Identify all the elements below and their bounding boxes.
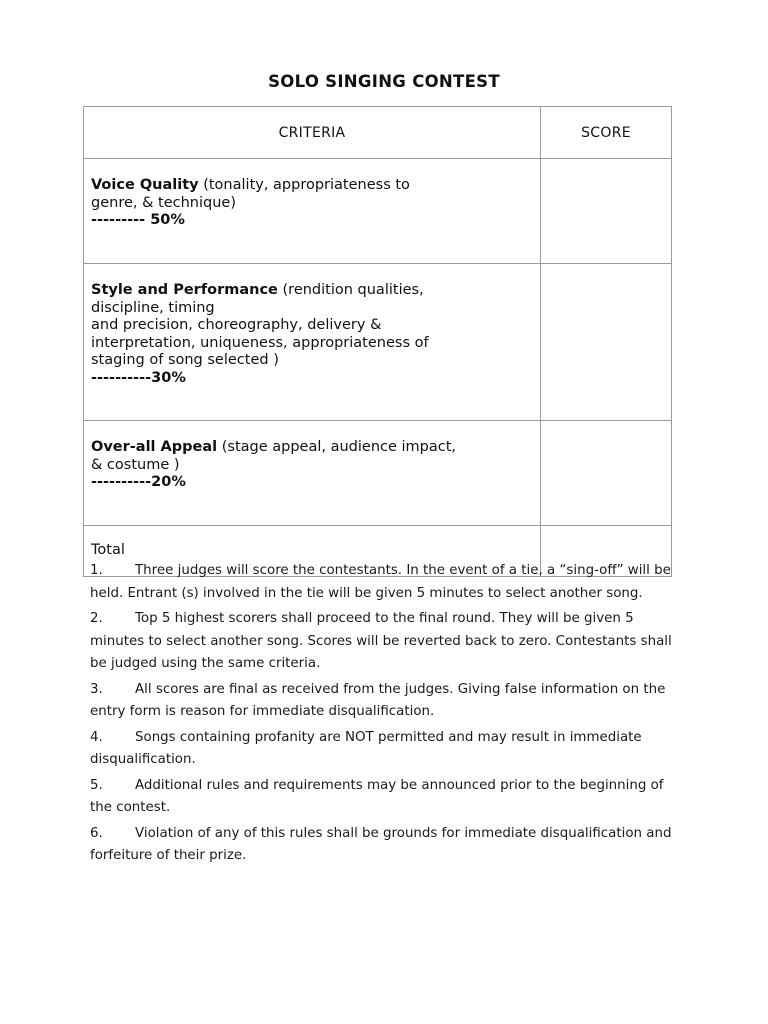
criteria-weight: ----------20% [91,474,186,490]
criteria-description: interpretation, uniqueness, appropriateness of [91,334,429,351]
criteria-name: Style and Performance [91,282,278,298]
list-item [90,823,680,868]
table-header-row [84,107,672,159]
criteria-cell-style-performance [84,264,541,421]
score-cell-overall-appeal[interactable] [541,421,672,526]
criteria-header: CRITERIA [84,107,541,159]
list-item [90,560,680,605]
criteria-description: discipline, timing [91,299,215,316]
rule-text: Violation of any of this rules shall be grounds for immediate disqualification and forfeiture of their prize. [90,825,672,863]
rule-text: Three judges will score the contestants. In the event of a tie, a “sing-off” will be held. Entrant (s) involved in the tie will be given 5 minutes to select another song. [90,563,671,601]
page-title: SOLO SINGING CONTEST [268,72,500,91]
criteria-name: Voice Quality [91,177,199,193]
criteria-description: (rendition qualities, [277,282,424,298]
criteria-cell-voice-quality [84,159,541,264]
criteria-name: Over-all Appeal [91,439,218,455]
rule-number: 2. [90,611,103,626]
rule-number: 1. [90,563,103,578]
rule-text: All scores are final as received from the judges. Giving false information on the entry form is reason for immediate disqualification. [90,681,666,719]
score-cell-style-performance[interactable] [541,264,672,421]
criteria-weight: ----------30% [91,369,186,386]
criteria-weight: --------- 50% [91,212,185,228]
rules-list [90,560,680,871]
rule-number: 6. [90,825,103,841]
rule-number: 4. [90,729,103,745]
table-row [84,264,672,421]
list-item [90,679,680,724]
total-label: Total [84,526,541,577]
list-item [90,608,680,676]
criteria-description: and precision, choreography, delivery & [91,317,382,333]
rule-number: 5. [90,777,103,793]
score-cell-voice-quality[interactable] [541,159,672,264]
score-header: SCORE [541,107,672,159]
list-item [90,775,680,820]
table-row [84,159,672,264]
criteria-description: genre, & technique) [91,194,236,211]
rule-number: 3. [90,681,103,697]
table-row [84,421,672,526]
criteria-cell-overall-appeal [84,421,541,526]
criteria-description: (stage appeal, audience impact, [217,439,457,455]
criteria-description: & costume ) [91,456,180,473]
rule-text: Songs containing profanity are NOT permitted and may result in immediate disqualification. [90,729,642,767]
criteria-score-table [83,106,672,577]
rule-text: Additional rules and requirements may be announced prior to the beginning of the contest. [90,777,664,815]
criteria-description: (tonality, appropriateness to [198,177,410,193]
list-item [90,727,680,772]
criteria-description: staging of song selected ) [91,352,279,368]
rule-text: Top 5 highest scorers shall proceed to the final round. They will be given 5 minutes to select another song. Scores will be reverted back to zero. Contestants shall be judged using the same criteria. [90,611,672,671]
